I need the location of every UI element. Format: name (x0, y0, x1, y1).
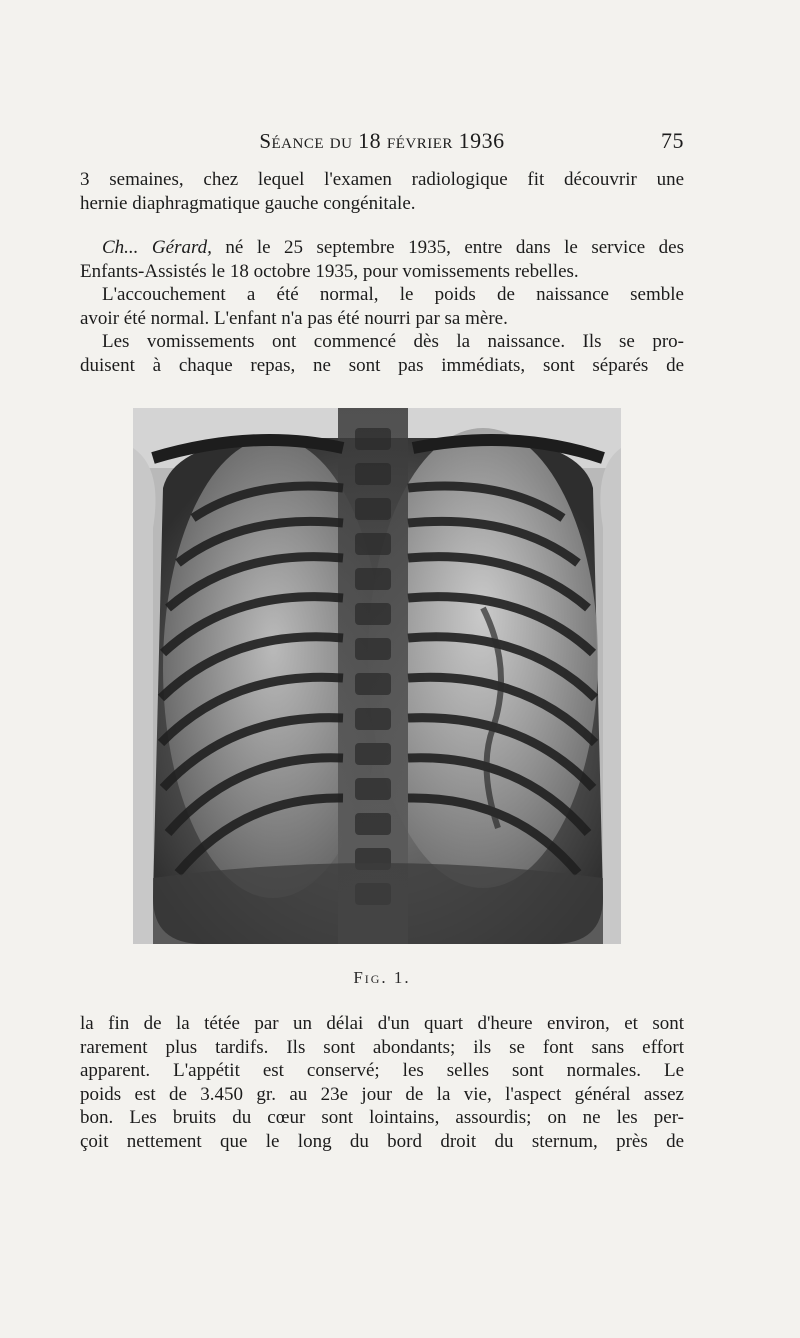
text-line: Enfants-Assistés le 18 octobre 1935, pour vomissements rebelles. (80, 260, 579, 282)
running-title (80, 128, 684, 154)
text-line: la fin de la tétée par un délai d'un quart d'heure environ, et sont (80, 1013, 684, 1034)
page-number: 75 (661, 128, 684, 153)
figure-caption: Fig. 1. (353, 968, 411, 987)
case-intro-line (80, 236, 684, 260)
case-paragraphs (80, 236, 684, 377)
text-line: apparent. L'appétit est conservé; les selles sont normales. Le (80, 1060, 684, 1081)
text-line: 3 semaines, chez lequel l'examen radiologique fit découvrir une (80, 169, 684, 190)
text-line: çoit nettement que le long du bord droit du sternum, près de (80, 1130, 684, 1152)
radiograph-figure (133, 408, 621, 944)
text-line: hernie diaphragmatique gauche congénitale. (80, 192, 416, 214)
opening-paragraph (80, 168, 684, 215)
running-title-year: 1936 (458, 128, 505, 153)
text-line: avoir été normal. L'enfant n'a pas été nourri par sa mère. (80, 307, 508, 329)
running-title-day: 18 (358, 128, 382, 153)
running-title-month: février (386, 129, 453, 153)
text-line: bon. Les bruits du cœur sont lointains, assourdis; on ne les per- (80, 1107, 684, 1128)
text-line: poids est de 3.450 gr. au 23e jour de la vie, l'aspect général assez (80, 1083, 684, 1105)
patient-name: Ch... Gérard, (102, 237, 212, 258)
chest-xray-image (133, 408, 621, 944)
running-head (80, 128, 684, 158)
text-line: duisent à chaque repas, ne sont pas immédiats, sont séparés de (80, 354, 684, 376)
continuation-paragraph (80, 1012, 684, 1153)
text-line: né le 25 septembre 1935, entre dans le service des (211, 237, 684, 258)
text-line: Les vomissements ont commencé dès la naissance. Ils se pro- (102, 331, 684, 352)
text-line: rarement plus tardifs. Ils sont abondants; ils se font sans effort (80, 1036, 684, 1058)
text-line: L'accouchement a été normal, le poids de naissance semble (102, 284, 684, 305)
running-title-prefix: Séance du (259, 129, 353, 153)
